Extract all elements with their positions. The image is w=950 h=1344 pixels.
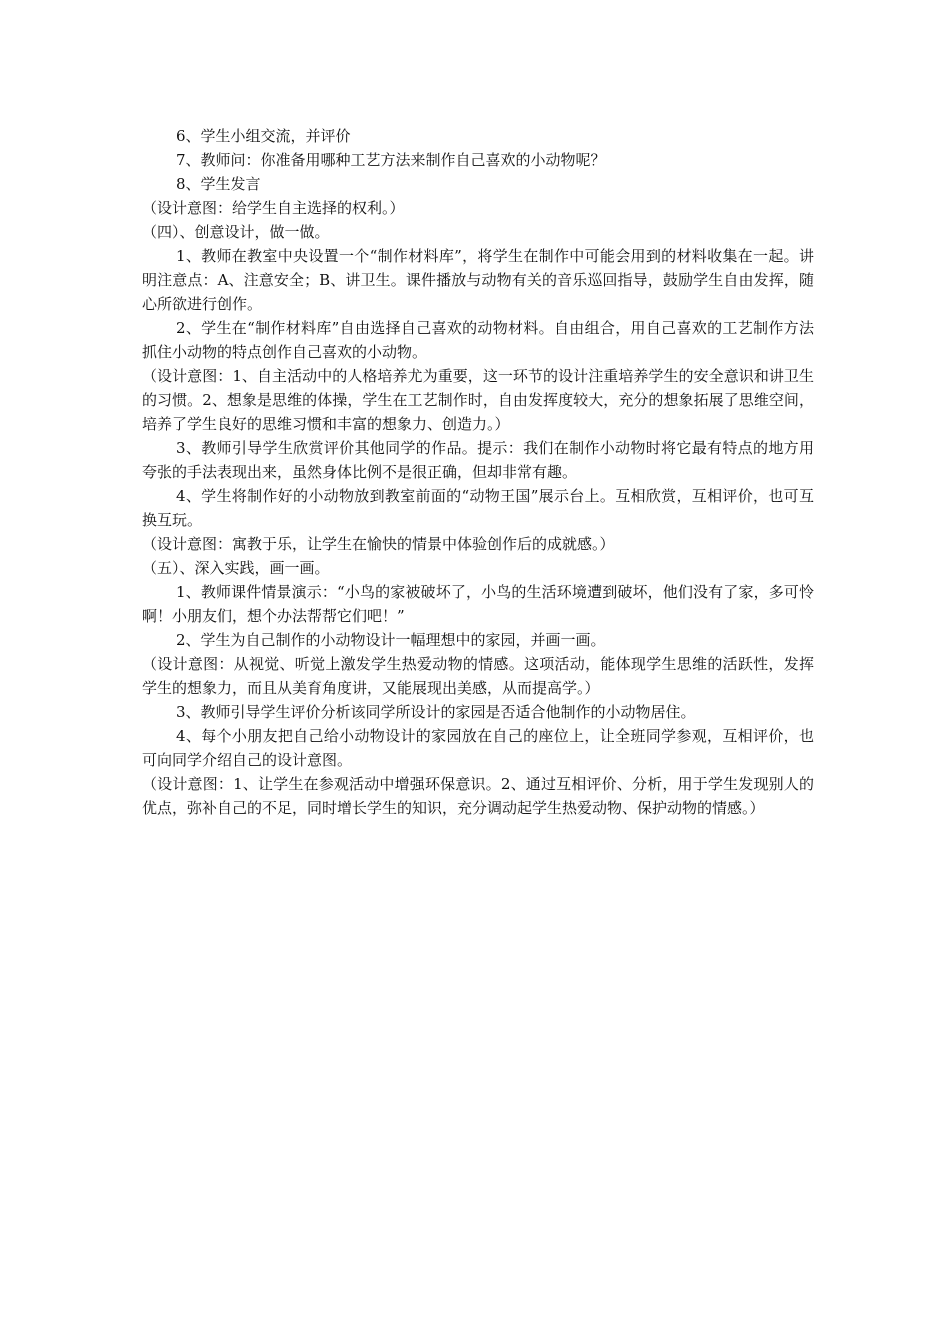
section-heading-5: （五）、深入实践，画一画。	[142, 559, 330, 577]
list-item-8: 8、学生发言	[176, 175, 261, 193]
list-item-1: 1、教师课件情景演示：“小鸟的家被破坏了，小鸟的生活环境遭到破坏，他们没有了家，多可怜啊！小朋友们，想个办法帮帮它们吧！”	[142, 583, 814, 625]
list-item-1: 1、教师在教室中央设置一个“制作材料库”，将学生在制作中可能会用到的材料收集在一起。讲明注意点：A、注意安全；B、讲卫生。课件播放与动物有关的音乐巡回指导，鼓励学生自由发挥，随心所欲进行创作。	[142, 247, 814, 313]
design-intent-note: （设计意图：从视觉、听觉上激发学生热爱动物的情感。这项活动，能体现学生思维的活跃性，发挥学生的想象力，而且从美育角度讲，又能展现出美感，从而提高学。）	[142, 655, 814, 697]
design-intent-note: （设计意图：给学生自主选择的权利。）	[142, 199, 405, 217]
list-item-4: 4、每个小朋友把自己给小动物设计的家园放在自己的座位上，让全班同学参观，互相评价，也可向同学介绍自己的设计意图。	[142, 727, 814, 769]
list-item-2: 2、学生为自己制作的小动物设计一幅理想中的家园，并画一画。	[176, 631, 606, 649]
list-item-7: 7、教师问：你准备用哪种工艺方法来制作自己喜欢的小动物呢？	[176, 151, 606, 169]
document-page	[142, 124, 814, 820]
list-item-3: 3、教师引导学生评价分析该同学所设计的家园是否适合他制作的小动物居住。	[176, 703, 696, 721]
list-item-4: 4、学生将制作好的小动物放到教室前面的“动物王国”展示台上。互相欣赏，互相评价，也可互换互玩。	[142, 487, 814, 529]
list-item-6: 6、学生小组交流，并评价	[176, 127, 351, 145]
list-item-2: 2、学生在“制作材料库”自由选择自己喜欢的动物材料。自由组合，用自己喜欢的工艺制作方法抓住小动物的特点创作自己喜欢的小动物。	[142, 319, 814, 361]
design-intent-note: （设计意图：1、让学生在参观活动中增强环保意识。2、通过互相评价、分析，用于学生发现别人的优点，弥补自己的不足，同时增长学生的知识，充分调动起学生热爱动物、保护动物的情感。）	[142, 775, 814, 817]
design-intent-note: （设计意图：寓教于乐，让学生在愉快的情景中体验创作后的成就感。）	[142, 535, 615, 553]
list-item-3: 3、教师引导学生欣赏评价其他同学的作品。提示：我们在制作小动物时将它最有特点的地方用夸张的手法表现出来，虽然身体比例不是很正确，但却非常有趣。	[142, 439, 814, 481]
design-intent-note: （设计意图：1、自主活动中的人格培养尤为重要，这一环节的设计注重培养学生的安全意识和讲卫生的习惯。2、想象是思维的体操，学生在工艺制作时，自由发挥度较大，充分的想象拓展了思维空间，培养了学生良好的思维习惯和丰富的想象力、创造力。）	[142, 367, 814, 433]
section-heading-4: （四）、创意设计，做一做。	[142, 223, 330, 241]
